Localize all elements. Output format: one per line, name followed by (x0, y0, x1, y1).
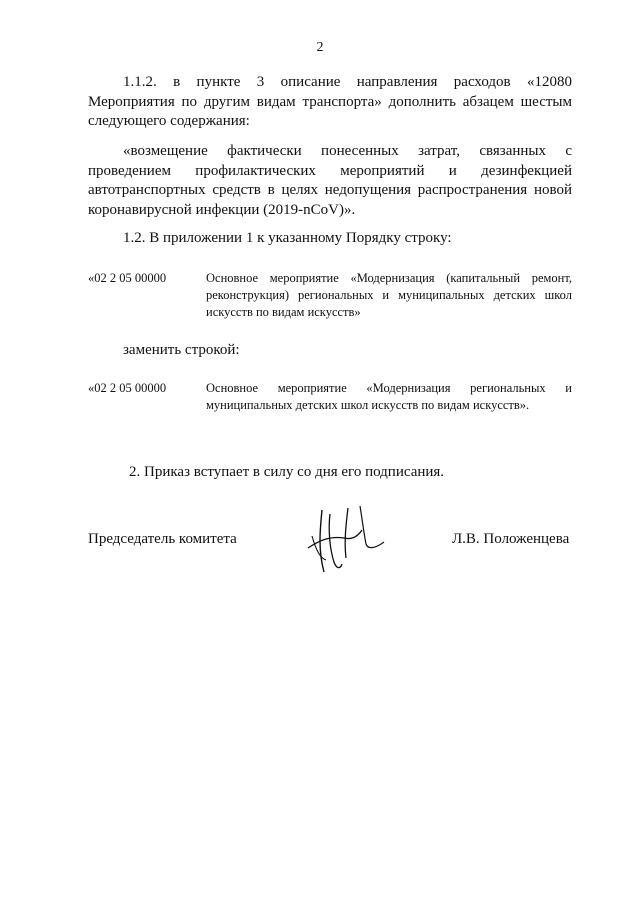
paragraph-1-1-2 (88, 73, 572, 132)
signatory-role: Председатель комитета (88, 531, 237, 547)
row-description-line: реконструкция) региональных и муниципальных детских школ (206, 288, 572, 302)
handwritten-signature (300, 500, 390, 580)
paragraph-1-2: 1.2. В приложении 1 к указанному Порядку строку: (123, 230, 452, 246)
row-description-line: искусств по видам искусств» (206, 305, 361, 319)
paragraph-line: автотранспортных средств в целях недопущения распространения новой (88, 182, 572, 198)
row-code: «02 2 05 00000 (88, 381, 167, 395)
row-description (206, 380, 572, 414)
quoted-paragraph (88, 142, 572, 220)
replace-text: заменить строкой: (123, 342, 240, 358)
page-number: 2 (316, 40, 324, 55)
paragraph-line: Мероприятия по другим видам транспорта» дополнить абзацем шестым (88, 93, 572, 110)
row-description-line: Основное мероприятие «Модернизация (капитальный ремонт, (206, 271, 572, 285)
row-code: «02 2 05 00000 (88, 271, 167, 285)
paragraph-line: коронавирусной инфекции (2019-nCoV)». (88, 201, 356, 218)
row-description-line: Основное мероприятие «Модернизация региональных и (206, 381, 572, 395)
paragraph-line: проведением профилактических мероприятий и дезинфекцией (88, 162, 572, 179)
row-description-line: муниципальных детских школ искусств по видам искусств». (206, 398, 530, 412)
paragraph-2: 2. Приказ вступает в силу со дня его подписания. (129, 464, 445, 480)
paragraph-line: 1.1.2. в пункте 3 описание направления расходов «12080 (123, 74, 572, 90)
signatory-name: Л.В. Положенцева (452, 531, 570, 547)
row-description (206, 270, 572, 321)
paragraph-line: следующего содержания: (88, 113, 250, 129)
paragraph-line: «возмещение фактически понесенных затрат, связанных с (123, 143, 572, 159)
